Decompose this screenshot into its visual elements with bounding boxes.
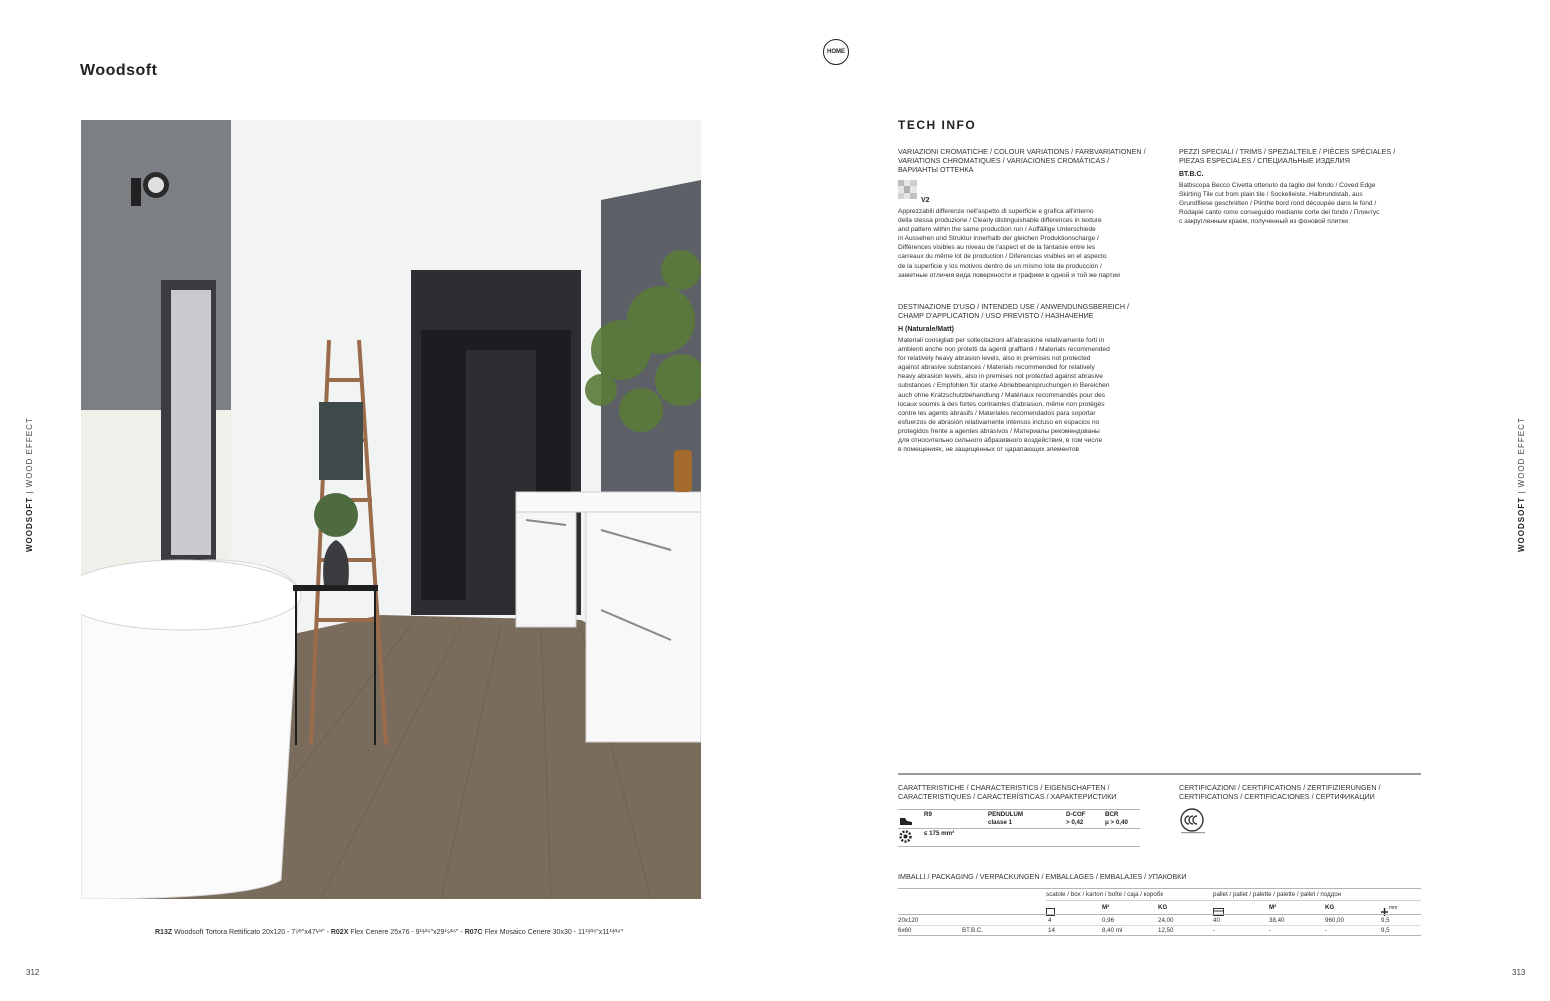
side-label-bold: WOODSOFT	[25, 496, 34, 552]
side-label-right	[1517, 417, 1526, 552]
iu-line: auch ohne Kratzschutzbehandlung / Matériaux recommandés pour des	[898, 391, 1106, 399]
intended-use-header-1: DESTINAZIONE D'USO / INTENDED USE / ANWENDUNGSBEREICH /	[898, 302, 1129, 311]
ccc-certification-icon	[1179, 808, 1207, 841]
packaging-rule-group	[1046, 900, 1421, 901]
section-rule	[898, 773, 1421, 775]
side-label-rest: WOOD EFFECT	[25, 417, 34, 488]
home-button[interactable]: HOME	[823, 39, 849, 65]
caption-code-2: R02X	[330, 929, 349, 936]
pkg-size: 20x120	[898, 917, 919, 924]
pkg-pcs: 14	[1048, 927, 1055, 934]
colour-variations-header-3: ВАРИАНТЫ ОТТЕНКА	[898, 165, 974, 174]
side-label-left	[25, 417, 34, 552]
intended-use-code: H (Naturale/Matt)	[898, 326, 955, 333]
cv-line: in Aussehen und Struktur innerhalb der gleichen Produktionscharge /	[898, 235, 1099, 243]
col-m2: M²	[1102, 904, 1110, 911]
colour-variations-section	[898, 147, 1148, 280]
slip-rating: R9	[924, 811, 932, 818]
packaging-rule-bottom	[898, 935, 1421, 936]
pkg-m2: 8,40 ml	[1102, 927, 1123, 934]
col-m2-pallet: M²	[1269, 904, 1277, 911]
pkg-boxes: -	[1213, 927, 1216, 934]
colour-variations-header-1: VARIAZIONI CROMATICHE / COLOUR VARIATIONS / FARBVARIATIONEN /	[898, 147, 1146, 156]
packaging-header: IMBALLI / PACKAGING / VERPACKUNGEN / EMBALLAGES / EMBALAJES / УПАКОВКИ	[898, 872, 1187, 881]
certifications-header-2: CERTIFICATIONS / CERTIFICACIONES / СЕРТИФИКАЦИИ	[1179, 792, 1375, 801]
packaging-rule-row	[898, 925, 1421, 926]
pkg-kg: 24,00	[1158, 917, 1174, 924]
side-label-sep: |	[1517, 487, 1526, 497]
caption-text-1: Woodsoft Tortora Rettificato 20x120 - 7⁷⁄⁸"x47¹⁄⁴" -	[172, 929, 331, 936]
colour-variations-header-2: VARIATIONS CHROMATIQUES / VARIACIONES CROMÁTICAS /	[898, 156, 1110, 165]
characteristics-header-1: CARATTERISTICHE / CHARACTERISTICS / EIGENSCHAFTEN /	[898, 783, 1110, 792]
intended-use-section	[898, 302, 1148, 454]
cv-line: della stessa produzione / Clearly distinguishable differences in texture	[898, 217, 1102, 225]
pkg-pallet-m2: 38,40	[1269, 917, 1285, 924]
bathroom-photo	[81, 120, 701, 899]
iu-line: в помещениях, не защищенных от царапающих элементов	[898, 446, 1080, 454]
pkg-pcs: 4	[1048, 917, 1052, 924]
dcof-value: > 0,42	[1066, 819, 1084, 826]
cv-line: de la superficie y los motivos dentro de un mismo lote de producción /	[898, 262, 1102, 270]
trims-section	[1179, 147, 1419, 226]
iu-line: locaux soumis à des fortes contraintes d'abrasion, même non protégés	[898, 400, 1105, 408]
packaging-rule-top	[898, 888, 1421, 889]
intended-use-header-2: CHAMP D'APPLICATION / USO PREVISTO / НАЗНАЧЕНИЕ	[898, 311, 1094, 320]
iu-line: heavy abrasion levels, also in premises not protected against abrasive	[898, 373, 1103, 381]
variation-swatch-icon	[898, 180, 917, 204]
page-number-left: 312	[26, 968, 40, 977]
abrasion-value: ≤ 175 mm³	[924, 830, 955, 837]
pkg-m2: 0,96	[1102, 917, 1115, 924]
iu-line: substances / Empfohlen für starke Abriebbeanspruchungen in Bereichen	[898, 382, 1110, 390]
cv-line: Apprezzabili differenze nell'aspetto di superficie e grafica all'interno	[898, 208, 1094, 215]
trims-code: BT.B.C.	[1179, 171, 1204, 178]
bcr-value: μ > 0,40	[1105, 819, 1128, 826]
char-rule-mid	[898, 828, 1140, 829]
cv-line: carreaux du même lot de production / Diferencias visibles en el aspecto	[898, 253, 1107, 261]
iu-line: esfuerzos de abrasión relativamente intensos incluso en espacios no	[898, 418, 1100, 426]
iu-line: protegidos frente a agentes abrasivos / Материалы рекомендованы	[898, 427, 1100, 435]
cv-line: заметные отличия вида поверхности и графики в одной и той же партии	[898, 271, 1120, 279]
iu-line: contre les agents abrasifs / Materiales recomendados para soportar	[898, 409, 1096, 417]
pkg-boxes: 40	[1213, 917, 1220, 924]
char-rule-top	[898, 809, 1140, 810]
char-rule-bottom	[898, 846, 1140, 847]
characteristics-header-2: CARACTERISTIQUES / CARACTERÍSTICAS / ХАРАКТЕРИСТИКИ	[898, 792, 1117, 801]
page-title: Woodsoft	[80, 62, 158, 79]
certifications-header-1: CERTIFICAZIONI / CERTIFICATIONS / ZERTIFIZIERUNGEN /	[1179, 783, 1381, 792]
side-label-bold: WOODSOFT	[1517, 496, 1526, 552]
caption-text-2: Flex Cenere 25x76 - 9¹³⁄¹⁶"x29¹⁵⁄¹⁶" -	[348, 929, 465, 936]
characteristics-section	[898, 783, 1148, 801]
packaging-pallet-group: pallet / pallet / palette / palette / pallet / поддон	[1213, 891, 1342, 898]
certifications-section	[1179, 783, 1419, 801]
pkg-pallet-kg: -	[1325, 927, 1328, 934]
caption-code-3: R07C	[464, 929, 483, 936]
trim-line: с закругленным краем, полученный из фоновой плитки	[1179, 218, 1348, 226]
trim-line: Battiscopa Becco Civetta ottenuto da taglio del fondo / Coved Edge	[1179, 182, 1376, 189]
tech-info-title: TECH INFO	[898, 118, 977, 132]
iu-line: against abrasive substances / Materials recommended for relatively	[898, 364, 1095, 372]
cv-line: Différences visibles au niveau de l'aspect et de la fantaisie entre les	[898, 244, 1096, 252]
pkg-kg: 12,50	[1158, 927, 1174, 934]
pkg-mm: 9,5	[1381, 917, 1390, 924]
iu-line: for relatively heavy abrasion levels, also in premises not protected	[898, 355, 1091, 363]
iu-line: для относительно сильного абразивного воздействия, в том числе	[898, 437, 1103, 445]
pkg-trim: BT.B.C.	[962, 927, 983, 934]
col-kg-pallet: KG	[1325, 904, 1335, 911]
trims-header-1: PEZZI SPECIALI / TRIMS / SPEZIALTEILE / PIÈCES SPÉCIALES /	[1179, 147, 1396, 156]
col-kg: KG	[1158, 904, 1168, 911]
cv-line: and pattern within the same production run / Auffällige Unterschiede	[898, 226, 1096, 234]
trim-line: Rodapié canto romo conseguido mediante corte del fondo / Плинтус	[1179, 209, 1380, 217]
bcr-label: BCR	[1105, 811, 1119, 818]
packaging-rule-head	[898, 914, 1421, 915]
pendulum-value: classe 1	[988, 819, 1013, 826]
dcof-label: D-COF	[1066, 811, 1086, 818]
trim-line: Skirting Tile cut from plain tile / Sockelleiste, Halbrundstab, aus	[1179, 191, 1363, 199]
iu-line: Materiali consigliati per sollecitazioni all'abrasione relativamente forti in	[898, 337, 1105, 344]
iu-line: ambienti anche non protetti da agenti graffianti / Materials recommended	[898, 346, 1110, 354]
packaging-box-group: scatole / box / karton / boîte / caja / коробк	[1046, 891, 1164, 898]
variation-code: V2	[921, 197, 930, 204]
photo-caption	[155, 929, 623, 936]
pkg-pallet-kg: 960,00	[1325, 917, 1344, 924]
pendulum-label: PENDULUM	[988, 811, 1024, 818]
side-label-rest: WOOD EFFECT	[1517, 417, 1526, 488]
side-label-sep: |	[25, 487, 34, 497]
page-number-right: 313	[1512, 968, 1526, 977]
pkg-mm: 9,5	[1381, 927, 1390, 934]
pkg-pallet-m2: -	[1269, 927, 1272, 934]
caption-code-1: R13Z	[155, 929, 173, 936]
caption-text-3: Flex Mosaico Cenere 30x30 - 11¹³⁄¹⁶"x11¹³⁄¹⁶"	[482, 929, 624, 936]
trim-line: Grundfliese geschnitten / Plinthe bord rond découpée dans le fond /	[1179, 200, 1377, 208]
trims-header-2: PIEZAS ESPECIALES / СПЕЦИАЛЬНЫЕ ИЗДЕЛИЯ	[1179, 156, 1350, 165]
pkg-size: 6x60	[898, 927, 912, 934]
col-mm: mm	[1389, 905, 1398, 911]
